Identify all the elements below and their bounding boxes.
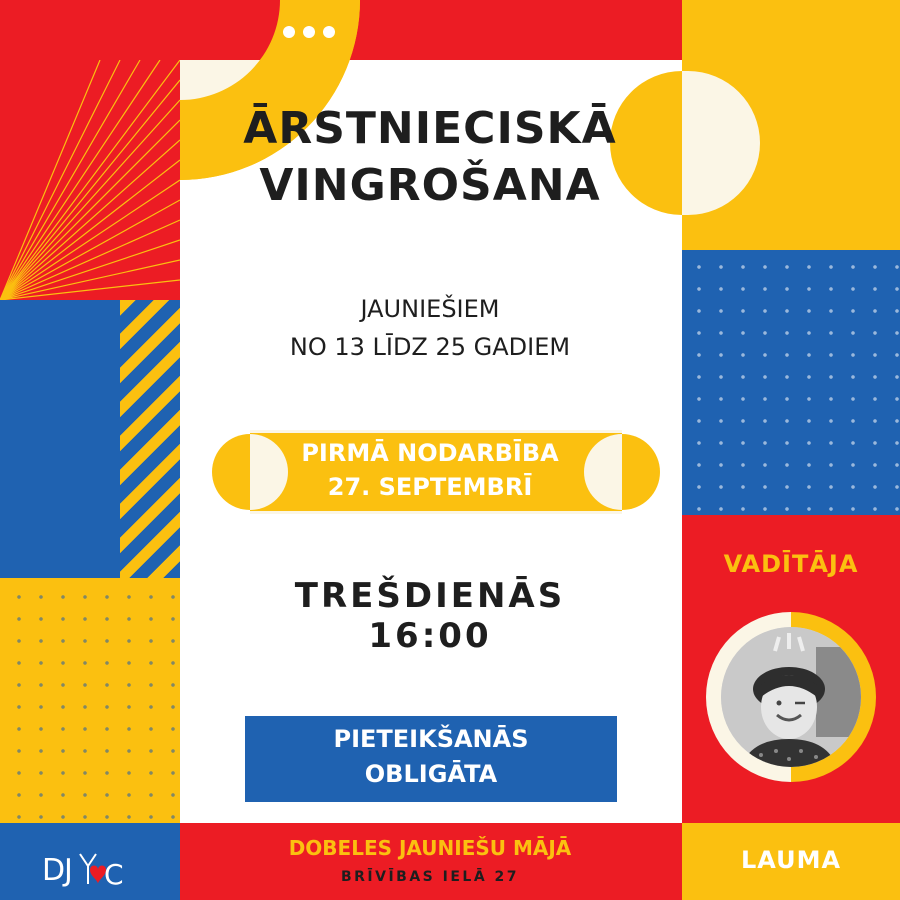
leader-name: LAUMA [740, 846, 842, 874]
first-session-line-1: PIRMĀ NODARBĪBA [301, 439, 559, 467]
schedule-day: TREŠDIENĀS [294, 576, 566, 616]
title-line-1: ĀRSTNIECISKĀ [243, 103, 617, 154]
signup-line-2: OBLIGĀTA [364, 760, 498, 788]
right-blue-dotted-block [682, 250, 900, 515]
three-dots-icon-dot [303, 26, 315, 38]
audience-line-1: JAUNIEŠIEM [360, 295, 500, 323]
diagonal-stripes-block [120, 300, 180, 578]
first-session-line-2: 27. SEPTEMBRĪ [327, 473, 533, 501]
schedule-time: 16:00 [368, 616, 492, 656]
venue-name: DOBELES JAUNIEŠU MĀJĀ [288, 836, 572, 860]
leader-photo [721, 627, 861, 767]
left-blue-block [0, 300, 120, 578]
signup-line-1: PIETEIKŠANĀS [333, 725, 529, 753]
leader-portrait-icon [721, 627, 861, 767]
venue-address: BRĪVĪBAS IELĀ 27 [340, 869, 520, 885]
audience-text [180, 290, 680, 366]
left-red-strip [0, 0, 180, 60]
three-dots-icon-dot [323, 26, 335, 38]
page-title [180, 100, 680, 214]
svg-text:D: D [42, 853, 66, 888]
schedule-text [180, 576, 680, 656]
svg-text:J: J [64, 853, 73, 888]
svg-text:C: C [104, 858, 124, 891]
title-line-2: VINGROŠANA [259, 160, 601, 211]
signup-text [245, 722, 617, 792]
three-dots-icon [283, 26, 295, 38]
first-session-text [180, 436, 680, 504]
left-yellow-dotted-block [0, 578, 180, 823]
audience-line-2: NO 13 LĪDZ 25 GADIEM [289, 333, 571, 361]
djm-logo [40, 832, 130, 892]
leader-label: VADĪTĀJA [723, 550, 859, 578]
bottom-red-band [180, 823, 682, 900]
